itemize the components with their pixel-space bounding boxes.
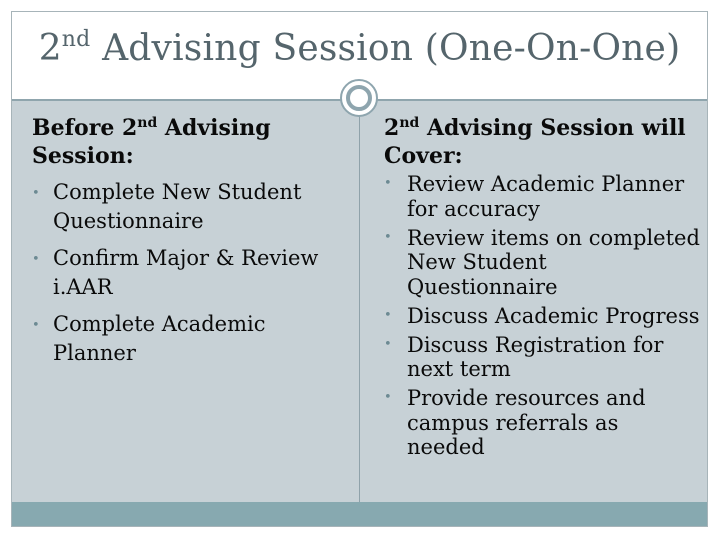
list-item: [32, 178, 350, 236]
list-item: [32, 244, 350, 302]
list-item-text: Discuss Registration for next term: [407, 332, 664, 381]
slide-title: [12, 28, 707, 69]
left-bullet-list: [32, 178, 350, 368]
list-item: [384, 304, 702, 329]
list-item-text: Complete Academic Planner: [53, 312, 266, 365]
title-prefix: 2: [38, 28, 62, 69]
list-item: [384, 386, 702, 460]
left-heading-prefix: Before 2: [32, 115, 138, 141]
right-heading-superscript: nd: [399, 115, 420, 131]
left-heading-suffix: Advising Session:: [32, 115, 271, 169]
list-item-text: Review items on completed New Student Questionnaire: [407, 225, 700, 299]
list-item-text: Provide resources and campus referrals as needed: [407, 386, 646, 459]
right-column: [384, 114, 702, 464]
list-item-text: Confirm Major & Review i.AAR: [53, 246, 319, 299]
left-column: [32, 114, 350, 376]
right-heading-prefix: 2: [384, 115, 400, 141]
bullet-icon: •: [384, 229, 392, 245]
right-heading-suffix: Advising Session will Cover:: [384, 115, 686, 169]
title-superscript: nd: [61, 27, 91, 52]
bullet-icon: •: [384, 307, 392, 323]
right-heading: [384, 114, 702, 170]
list-item: [32, 310, 350, 368]
right-bullet-list: [384, 172, 702, 460]
column-separator: [359, 101, 360, 502]
bottom-bar: [12, 502, 707, 526]
circle-ornament-icon: [340, 79, 378, 117]
bullet-icon: •: [384, 176, 392, 191]
list-item-text: Review Academic Planner for accuracy: [407, 172, 685, 221]
bullet-icon: •: [384, 336, 392, 352]
left-heading-superscript: nd: [137, 115, 158, 131]
bullet-icon: •: [32, 186, 40, 201]
list-item-text: Complete New Student Questionnaire: [53, 180, 302, 233]
title-text: Advising Session (One-On-One): [90, 28, 681, 69]
bullet-icon: •: [384, 390, 392, 405]
left-heading: [32, 114, 350, 170]
list-item: [384, 172, 702, 221]
list-item: [384, 333, 702, 382]
list-item: [384, 226, 702, 300]
bullet-icon: •: [32, 318, 40, 333]
bullet-icon: •: [32, 252, 40, 267]
list-item-text: Discuss Academic Progress: [407, 303, 700, 328]
